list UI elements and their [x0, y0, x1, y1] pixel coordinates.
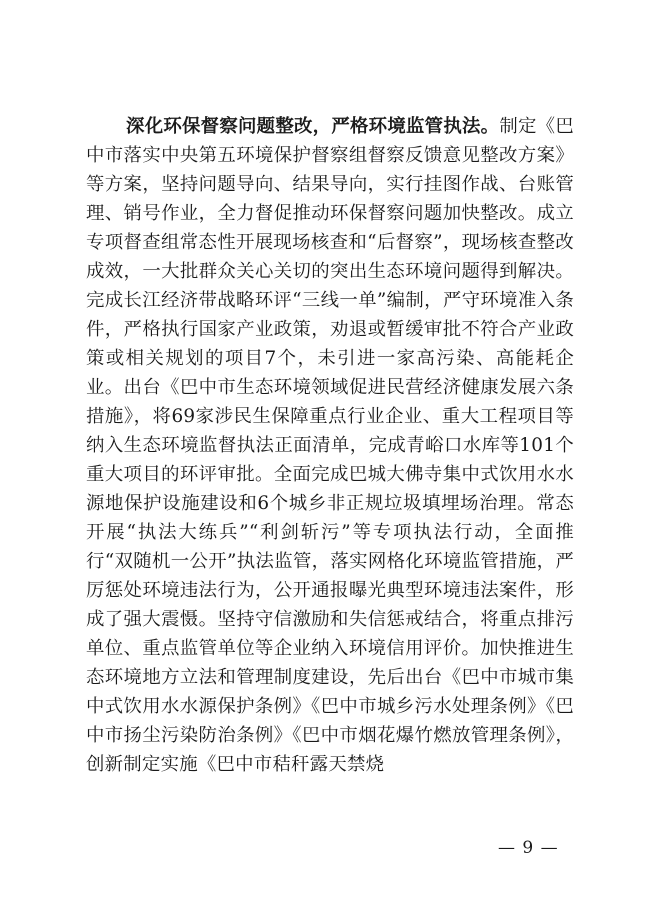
body-paragraph — [86, 112, 574, 779]
page-number: — 9 — — [498, 838, 559, 858]
paragraph-lead-heading: 深化环保督察问题整改，严格环境监管执法。 — [126, 116, 500, 137]
paragraph-text: 制定《巴中市落实中央第五环境保护督察组督察反馈意见整改方案》等方案，坚持问题导向、结果导向，实行挂图作战、台账管理、销号作业，全力督促推动环保督察问题加快整改。成立专项督查组常态性开展现场核查和“后督察”，现场核查整改成效，一大批群众关心关切的突出生态环境问题得到解决。完成长江经济带战略环评“三线一单”编制，严守环境准入条件，严格执行国家产业政策，劝退或暂缓审批不符合产业政策或相关规划的项目7个，未引进一家高污染、高能耗企业。出台《巴中市生态环境领域促进民营经济健康发展六条措施》，将69家涉民生保障重点行业企业、重大工程项目等纳入生态环境监督执法正面清单，完成青峪口水库等101个重大项目的环评审批。全面完成巴城大佛寺集中式饮用水水源地保护设施建设和6个城乡非正规垃圾填埋场治理。常态开展“执法大练兵”“利剑斩污”等专项执法行动，全面推行“双随机一公开”执法监管，落实网格化环境监管措施，严厉惩处环境违法行为，公开通报曝光典型环境违法案件，形成了强大震慑。坚持守信激励和失信惩戒结合，将重点排污单位、重点监管单位等企业纳入环境信用评价。加快推进生态环境地方立法和管理制度建设，先后出台《巴中市城市集中式饮用水水源保护条例》《巴中市城乡污水处理条例》《巴中市扬尘污染防治条例》《巴中市烟花爆竹燃放管理条例》，创新制定实施《巴中市秸秆露天禁烧 — [86, 116, 574, 775]
